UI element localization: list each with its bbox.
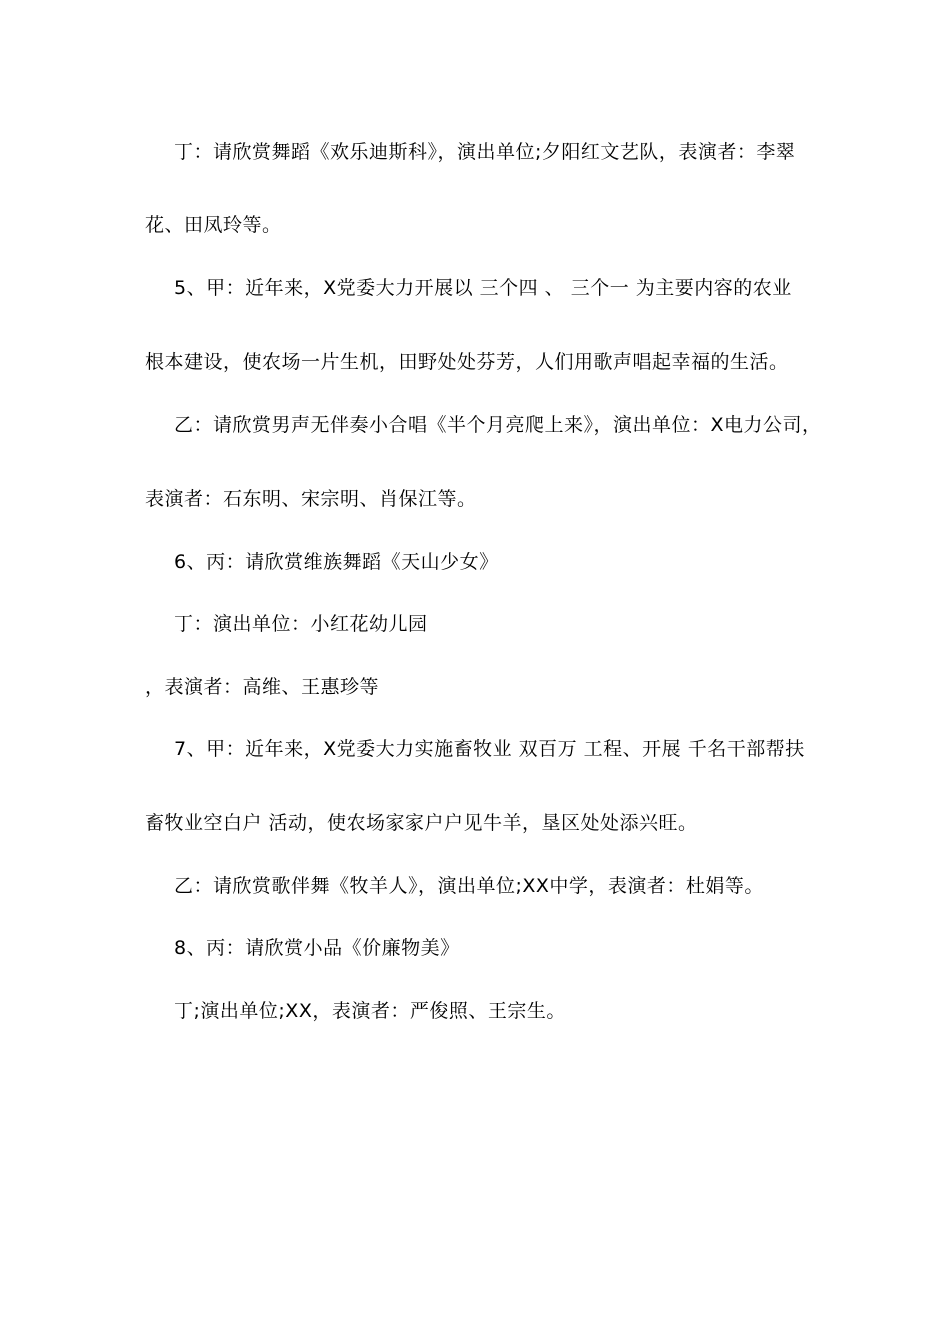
paragraph-line-12: 乙：请欣赏歌伴舞《牧羊人》，演出单位;XX中学，表演者：杜娟等。 bbox=[174, 875, 764, 897]
paragraph-line-1: 丁：请欣赏舞蹈《欢乐迪斯科》，演出单位;夕阳红文艺队，表演者：李翠 bbox=[174, 141, 796, 163]
paragraph-line-6: 表演者：石东明、宋宗明、肖保江等。 bbox=[145, 488, 477, 510]
paragraph-line-7: 6、丙：请欣赏维族舞蹈《天山少女》 bbox=[174, 551, 499, 573]
paragraph-line-11: 畜牧业空白户 活动，使农场家家户户见牛羊，垦区处处添兴旺。 bbox=[145, 812, 698, 834]
paragraph-line-3: 5、甲：近年来，X党委大力开展以 三个四 、 三个一 为主要内容的农业 bbox=[174, 277, 792, 299]
paragraph-line-8: 丁：演出单位：小红花幼儿园 bbox=[174, 613, 428, 635]
paragraph-line-14: 丁;演出单位;XX，表演者：严俊照、王宗生。 bbox=[174, 1000, 566, 1022]
paragraph-line-2: 花、田凤玲等。 bbox=[145, 214, 282, 236]
paragraph-line-4: 根本建设，使农场一片生机，田野处处芬芳，人们用歌声唱起幸福的生活。 bbox=[145, 351, 789, 373]
paragraph-line-5: 乙：请欣赏男声无伴奏小合唱《半个月亮爬上来》，演出单位：X电力公司， bbox=[174, 414, 822, 436]
paragraph-line-13: 8、丙：请欣赏小品《价廉物美》 bbox=[174, 937, 460, 959]
paragraph-line-9: ，表演者：高维、王惠珍等 bbox=[145, 676, 380, 698]
paragraph-line-10: 7、甲：近年来，X党委大力实施畜牧业 双百万 工程、开展 千名干部帮扶 bbox=[174, 738, 805, 760]
